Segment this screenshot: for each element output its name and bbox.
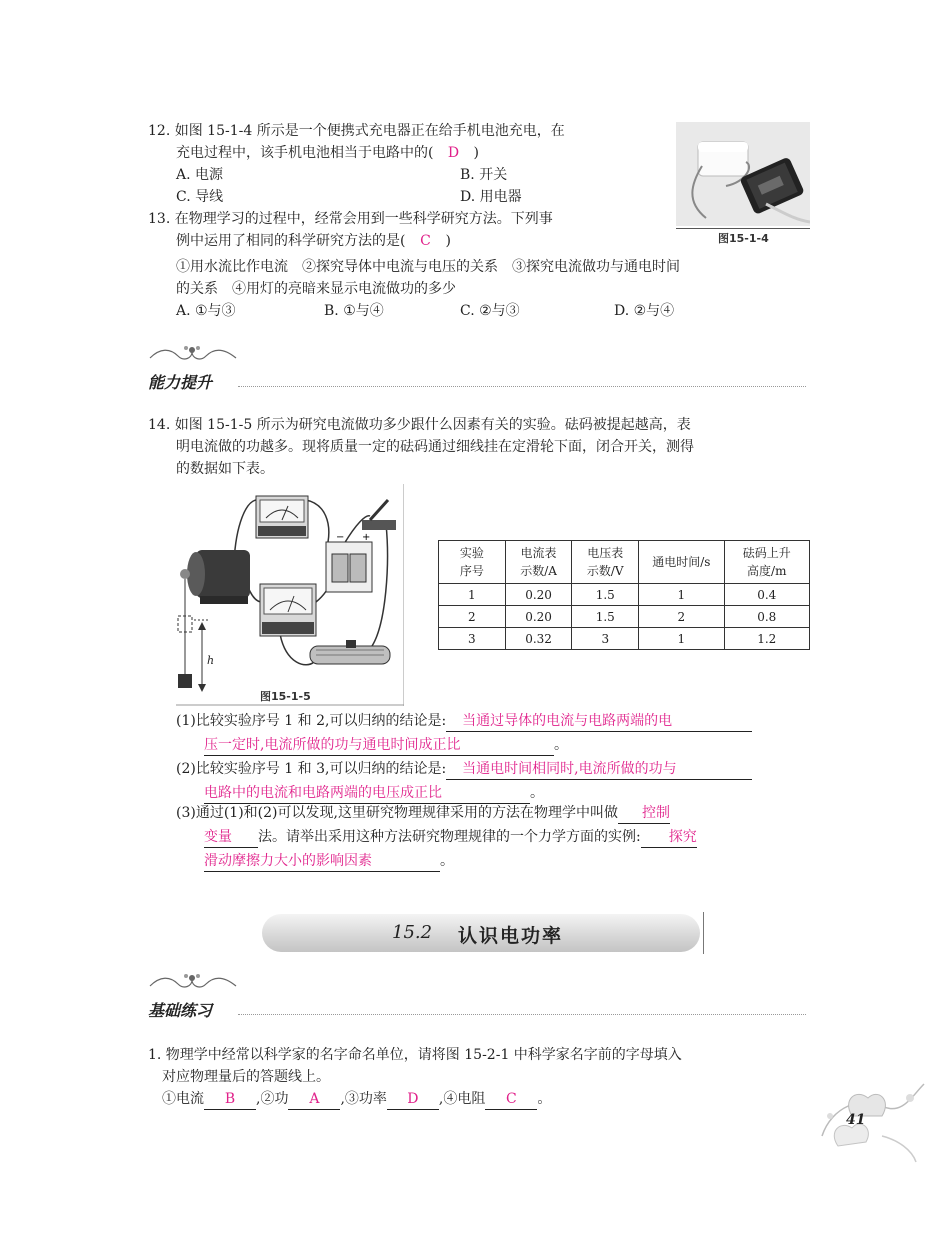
q14-part3-answer-1: 控制 [618,803,670,824]
table-header: 电流表 示数/A [505,541,572,584]
q1-line2: 对应物理量后的答题线上。 [162,1069,330,1085]
table-cell: 1.2 [724,628,809,650]
ornament-flourish-icon [148,972,238,996]
ornament-flourish-icon [148,344,238,368]
page-corner-ornament-icon [812,1076,932,1170]
table-cell: 1 [639,584,724,606]
q14-part1-stem: (1)比较实验序号 1 和 2,可以归纳的结论是: [176,713,447,729]
table-cell: 3 [439,628,506,650]
charger-phone-photo [676,122,810,226]
q13-option-a: A. ①与③ [176,303,236,319]
q14-part2-answer-line2: 电路中的电流和电路两端的电压成正比 [204,783,530,804]
q14-line3: 的数据如下表。 [176,461,274,477]
table-row [439,628,810,650]
q13-option-c: C. ②与③ [460,303,520,319]
q14-part3-answer-4: 滑动摩擦力大小的影响因素 [204,851,440,872]
table-row [439,584,810,606]
table-header: 砝码上升 高度/m [724,541,809,584]
table-cell: 1 [439,584,506,606]
table-cell: 0.32 [505,628,572,650]
table-cell: 1 [639,628,724,650]
table-cell: 0.20 [505,584,572,606]
table-cell: 3 [572,628,639,650]
q12-stem: 充电过程中，该手机电池相当于电路中的( [176,145,434,161]
table-header: 通电时间/s [639,541,724,584]
q12-paren: ) [473,145,479,161]
q14-part3-stem: (3)通过(1)和(2)可以发现,这里研究物理规律采用的方法在物理学中叫做 [176,805,618,821]
q13-answer: C [420,233,431,249]
q14-part1-line2 [204,734,568,756]
q13-option-d: D. ②与④ [614,303,675,319]
q1-answers [162,1088,551,1110]
q1-answer-work: A [288,1089,340,1110]
q12-answer: D [447,145,460,161]
q12-option-d: D. 用电器 [460,189,522,205]
table-cell: 0.8 [724,606,809,628]
q14-part1-line1 [176,710,752,732]
section-divider [238,386,806,387]
chapter-number: 15.2 [392,922,433,943]
experiment-data-table [438,540,810,650]
q14-part3-answer-2: 变量 [204,827,258,848]
q14-line1: 14. 如图 15-1-5 所示为研究电流做功多少跟什么因素有关的实验。砝码被提起越高，表 [148,417,691,433]
q12-option-b: B. 开关 [460,167,508,183]
q1-answer-power: D [387,1089,439,1110]
chapter-title: 认识电功率 [458,925,564,947]
q13-stem: 例中运用了相同的科学研究方法的是( [176,233,406,249]
figure-caption-15-1-4: 图15-1-4 [718,232,769,245]
q1-end: 。 [537,1091,552,1107]
section-divider [238,1014,806,1015]
q14-part2-answer-line1: 当通电时间相同时,电流所做的功与 [446,759,752,780]
q14-part1-end: 。 [554,737,568,753]
page-number: 41 [846,1112,866,1128]
q1-label-resistance: ,④电阻 [438,1091,486,1107]
table-cell: 0.20 [505,606,572,628]
banner-divider [703,912,704,954]
q1-label-current: ①电流 [162,1091,204,1107]
experiment-apparatus-figure [176,484,404,706]
q13-line4: 的关系 ④用灯的亮暗来显示电流做功的多少 [176,281,456,297]
q14-part1-answer-line2: 压一定时,电流所做的功与通电时间成正比 [204,735,554,756]
section-title-basic: 基础练习 [148,1001,213,1020]
q14-part3-line2 [204,826,697,848]
q12-option-a: A. 电源 [176,167,224,183]
q1-label-work: ,②功 [256,1091,289,1107]
height-label: h [207,654,215,667]
q14-part3-answer-3: 探究 [641,827,697,848]
q14-part3-end: 。 [440,853,454,869]
table-cell: 1.5 [572,584,639,606]
q14-part2-line2 [204,782,544,804]
table-cell: 2 [639,606,724,628]
q13-line2 [176,230,451,252]
q1-label-power: ,③功率 [340,1091,387,1107]
q12-line1: 12. 如图 15-1-4 所示是一个便携式充电器正在给手机电池充电，在 [148,123,565,139]
q14-line2: 明电流做的功越多。现将质量一定的砝码通过细线挂在定滑轮下面，闭合开关，测得 [176,439,694,455]
q1-line1: 1. 物理学中经常以科学家的名字命名单位，请将图 15-2-1 中科学家名字前的字母填入 [148,1047,682,1063]
q12-line2 [176,142,479,164]
q14-part2-end: 。 [530,785,544,801]
q14-part2-line1 [176,758,752,780]
q13-option-b: B. ①与④ [324,303,384,319]
q12-option-c: C. 导线 [176,189,224,205]
q14-part1-answer-line1: 当通过导体的电流与电路两端的电 [446,711,752,732]
table-header: 电压表 示数/V [572,541,639,584]
q13-line3: ①用水流比作电流 ②探究导体中电流与电压的关系 ③探究电流做功与通电时间 [176,259,680,275]
q14-part3-line1 [176,802,670,824]
q14-part3-mid: 法。请举出采用这种方法研究物理规律的一个力学方面的实例: [258,829,641,845]
q13-paren: ) [445,233,451,249]
q14-part3-line3 [204,850,454,872]
table-header: 实验 序号 [439,541,506,584]
q1-answer-resistance: C [485,1089,537,1110]
table-cell: 1.5 [572,606,639,628]
table-cell: 0.4 [724,584,809,606]
svg-text:−: − [336,532,345,543]
svg-text:+: + [362,532,371,543]
table-cell: 2 [439,606,506,628]
q1-answer-current: B [204,1089,256,1110]
figure-caption-rule [676,228,810,229]
section-title-ability: 能力提升 [148,373,213,392]
figure-caption-15-1-5: 图15-1-5 [260,690,311,703]
table-row [439,606,810,628]
q14-part2-stem: (2)比较实验序号 1 和 3,可以归纳的结论是: [176,761,447,777]
q13-line1: 13. 在物理学习的过程中，经常会用到一些科学研究方法。下列事 [148,211,553,227]
